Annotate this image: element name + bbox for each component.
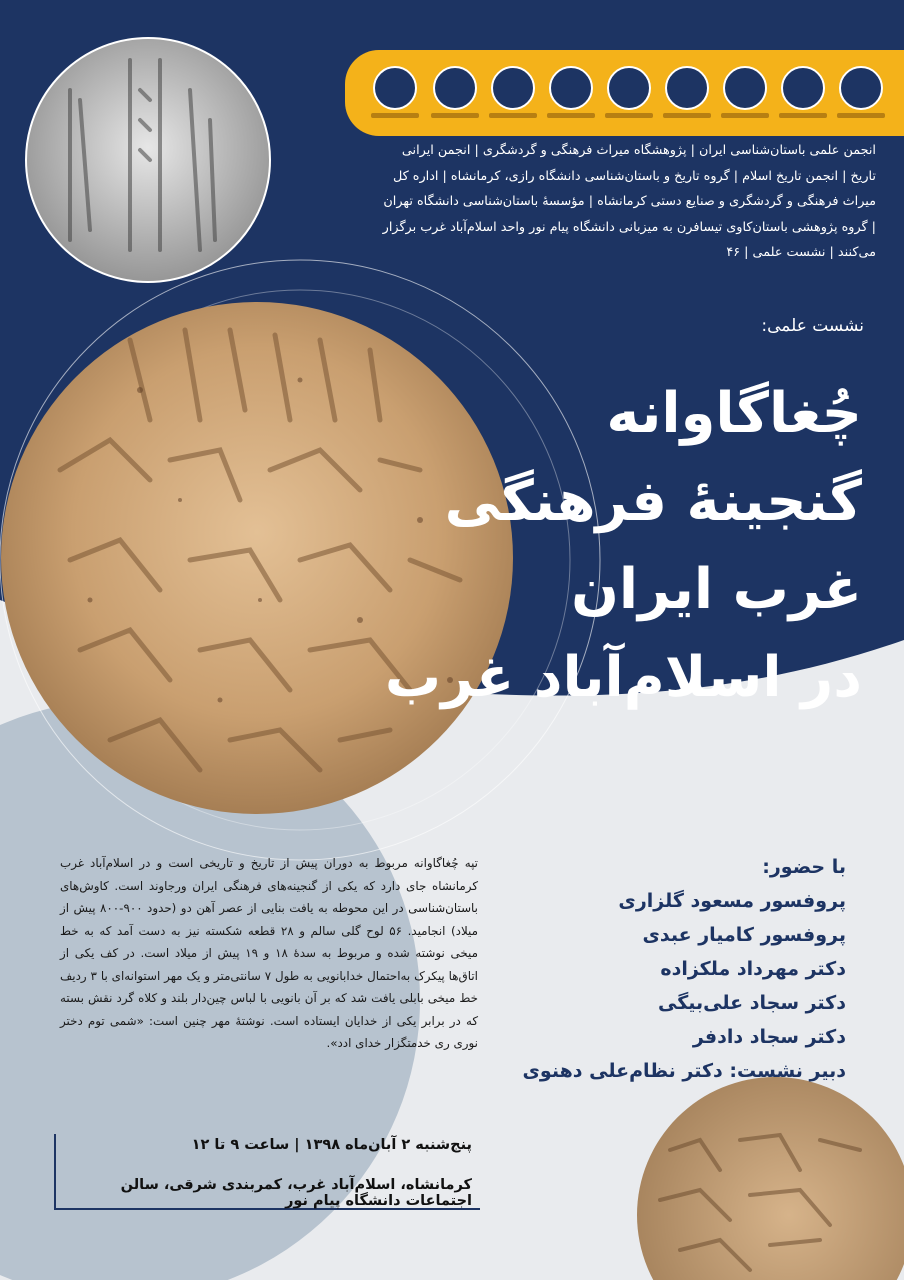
tablet-fragment-image bbox=[637, 1077, 904, 1280]
tehran-university-logo bbox=[484, 62, 542, 122]
organizers-text: انجمن علمی باستان‌شناسی ایران | پژوهشگاه میراث فرهنگی و گردشگری | انجمن ایرانی تاریخ | انجمن تاریخ اسلام | گروه تاریخ و باستان‌شناسی دانشگاه رازی، کرمانشاه | اداره کل میراث فرهنگی و گردشگری و صنایع دستی کرمانشاه | مؤسسهٔ باستان‌شناسی دانشگاه تهران | گروه پژوهشی باستان‌کاوی تیسافرن به میزبانی دانشگاه پیام نور واحد اسلام‌آباد غرب برگزار می‌کنند | نشست علمی | ۴۶ bbox=[382, 143, 876, 260]
attendee-name: پروفسور کامیار عبدی bbox=[642, 924, 846, 946]
attendees-list bbox=[506, 850, 846, 1088]
attendee-name: دکتر سجاد دادفر bbox=[692, 1026, 846, 1048]
iran-history-society-logo bbox=[716, 62, 774, 122]
site-description: تپه چُغاگاوانه مربوط به دوران پیش از تاریخ و تاریخی است و در اسلام‌آباد غرب کرمانشاه جای دارد که یکی از گنجینه‌های فرهنگی ایران ورجاوند است. کاوش‌های باستان‌شناسی در این محوطه به یافت بنایی از عصر آهن دو (حدود ۹۰۰-۸۰۰ پیش از میلاد) انجامید. ۵۶ لوح گلی سالم و ۲۸ قطعه شکسته نیز به دست آمد که به خط میخی نوشته شده و مربوط به سدهٔ ۱۸ و ۱۹ پیش از میلاد است. در کف یکی از اتاق‌ها پیکرک به‌احتمال خدابانویی به طول ۷ سانتی‌متر و یک مهر استوانه‌ای با ۳ ردیف خط میخی بابلی یافت شد که بر آن بانویی با لباس چین‌دار بلند و کلاه گرد نقش بسته که در برابر یکی از خدایان ایستاده است. نوشتهٔ مهر چنین است: «شمی توم دختر نوری ری خدمتگزار خدای ادد». bbox=[60, 856, 478, 1050]
page-title bbox=[342, 370, 862, 722]
attendees-heading: با حضور: bbox=[762, 856, 846, 878]
cultural-heritage-institute-logo bbox=[774, 62, 832, 122]
attendee-name: دکتر مهرداد ملکزاده bbox=[660, 958, 846, 980]
event-location: کرمانشاه، اسلام‌آباد غرب، کمربندی شرقی، سالن اجتماعات دانشگاه پیام نور bbox=[120, 1177, 472, 1209]
tisafern-institute-logo bbox=[426, 62, 484, 122]
razi-university-logo bbox=[600, 62, 658, 122]
attendee-name: دکتر سجاد علی‌بیگی bbox=[658, 992, 846, 1014]
payame-noor-university-logo bbox=[366, 62, 424, 122]
iran-archaeology-society-logo bbox=[832, 62, 890, 122]
title-line-1: چُغاگاوانه bbox=[606, 381, 862, 446]
sponsor-logos bbox=[345, 50, 904, 136]
event-date-time: پنج‌شنبه ۲ آبان‌ماه ۱۳۹۸ | ساعت ۹ تا ۱۲ bbox=[191, 1137, 472, 1153]
title-line-3: غرب ایران bbox=[571, 557, 862, 622]
cylinder-seal-image bbox=[26, 38, 270, 282]
title-line-4: در اسلام‌آباد غرب bbox=[384, 645, 862, 710]
attendee-name: پروفسور مسعود گلزاری bbox=[618, 890, 846, 912]
session-label: نشست علمی: bbox=[761, 316, 864, 336]
title-line-2: گنجینهٔ فرهنگی bbox=[444, 469, 862, 534]
islamic-history-society-logo bbox=[658, 62, 716, 122]
session-secretary: دبیر نشست: دکتر نظام‌علی دهنوی bbox=[522, 1060, 846, 1082]
kermanshah-heritage-office-logo bbox=[542, 62, 600, 122]
